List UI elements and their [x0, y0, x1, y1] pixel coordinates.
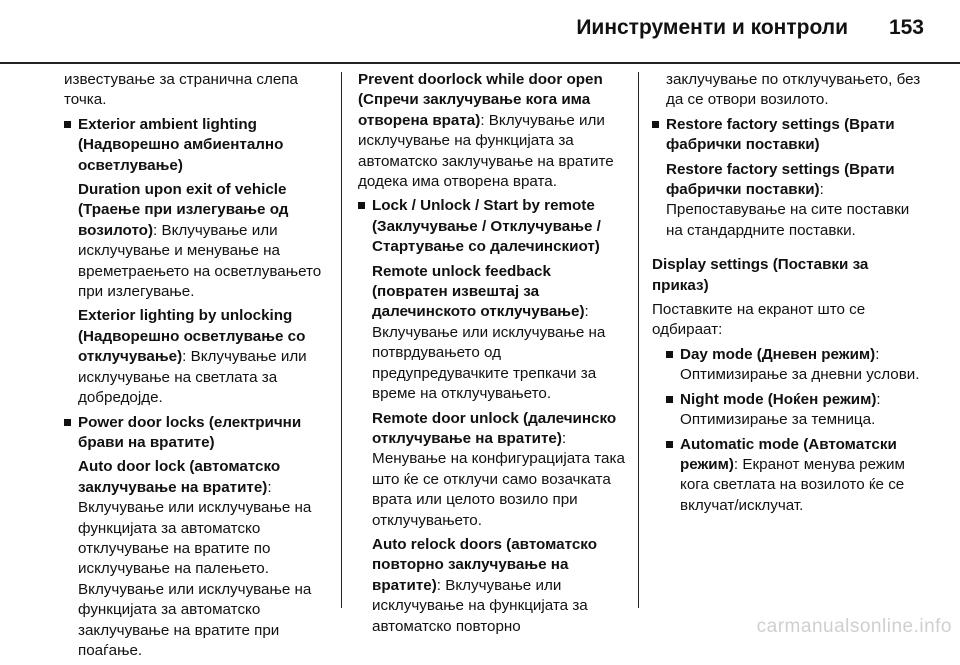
list-item	[64, 115, 326, 409]
column-divider-1	[341, 72, 342, 608]
list-item: Night mode (Ноќен режим): Оптимизирање за темница.	[666, 390, 928, 431]
page-header	[0, 0, 960, 62]
bullet-icon	[666, 396, 673, 403]
bullet-icon	[666, 441, 673, 448]
list-item: Day mode (Дневен режим): Оптимизирање за дневни услови.	[666, 345, 928, 386]
column-divider-2	[638, 72, 639, 608]
column-3	[652, 70, 928, 520]
page-title: Иинструменти и контроли	[576, 16, 848, 39]
sub-item: Exterior lighting by unlocking (Надворешно осветлување со отклучување): Вклучување или исклучување на светлата за добредојде.	[78, 307, 307, 407]
column-2	[358, 70, 626, 641]
list-item	[64, 413, 326, 662]
sub-item: Remote unlock feedback (повратен извештај за далечинското отклучување): Вклучување или исклучување на потврдувањето од предупредувачките трепкачи за време на отклучувањето.	[372, 262, 606, 403]
item-title: Exterior ambient lighting (Надворешно амбиентално осветлување)	[78, 115, 284, 174]
header-divider	[0, 62, 960, 64]
continued-text: заклучување по отклучувањето, без да се отвори возилото.	[666, 71, 921, 109]
bullet-icon	[358, 202, 365, 209]
sub-item: Prevent doorlock while door open (Спречи заклучување кога има отворена врата): Вклучување или исклучување на функцијата за автоматско заклучување на вратите додека има отворена врата.	[358, 71, 614, 191]
column-1	[64, 70, 326, 665]
sub-item: Auto door lock (автоматско заклучување на вратите): Вклучување или исклучување на функцијата за автоматско отклучување на вратите по исклучување на палењето. Вклучување или исклучување на функцијата за автоматско заклучување на вратите при поаѓање.	[78, 458, 312, 659]
item-title: Lock / Unlock / Start by remote (Заклучување / Отклучување / Стартување со далечинскиот)	[372, 197, 601, 256]
list-item: Automatic mode (Автоматски режим): Екранот менува режим кога светлата на возилото ќе се вклучат/исклучат.	[666, 435, 928, 517]
bullet-icon	[64, 121, 71, 128]
section-title: Display settings (Поставки за приказ)	[652, 256, 869, 294]
page-number: 153	[888, 16, 924, 39]
sub-item: Remote door unlock (далечинско отклучување на вратите): Менување на конфигурацијата така што ќе се отклучи само возачката врата или целото возило при отклучувањето.	[372, 409, 625, 529]
bullet-icon	[64, 419, 71, 426]
sub-item: Auto relock doors (автоматско повторно заклучување на вратите): Вклучување или исклучување на функцијата за автоматско повторно	[372, 535, 597, 635]
sub-item: Duration upon exit of vehicle (Траење при излегување од возилото): Вклучување или исклучување и менување на времетраењето на осветлувањето при излегување.	[78, 181, 322, 301]
watermark: carmanualsonline.info	[756, 616, 952, 637]
item-title: Restore factory settings (Врати фабрички поставки)	[666, 115, 895, 154]
bullet-icon	[652, 121, 659, 128]
sub-item: Restore factory settings (Врати фабрички поставки): Препоставување на сите поставки на стандардните поставки.	[666, 160, 910, 239]
list-item	[358, 196, 626, 637]
bullet-icon	[666, 351, 673, 358]
section-text: Поставките на екранот што се одбираат:	[652, 301, 866, 339]
options-list	[652, 345, 928, 516]
item-title: Power door locks (електрични брави на вратите)	[78, 413, 302, 451]
list-item	[652, 115, 928, 241]
intro-text: известување за странична слепа точка.	[64, 71, 298, 109]
